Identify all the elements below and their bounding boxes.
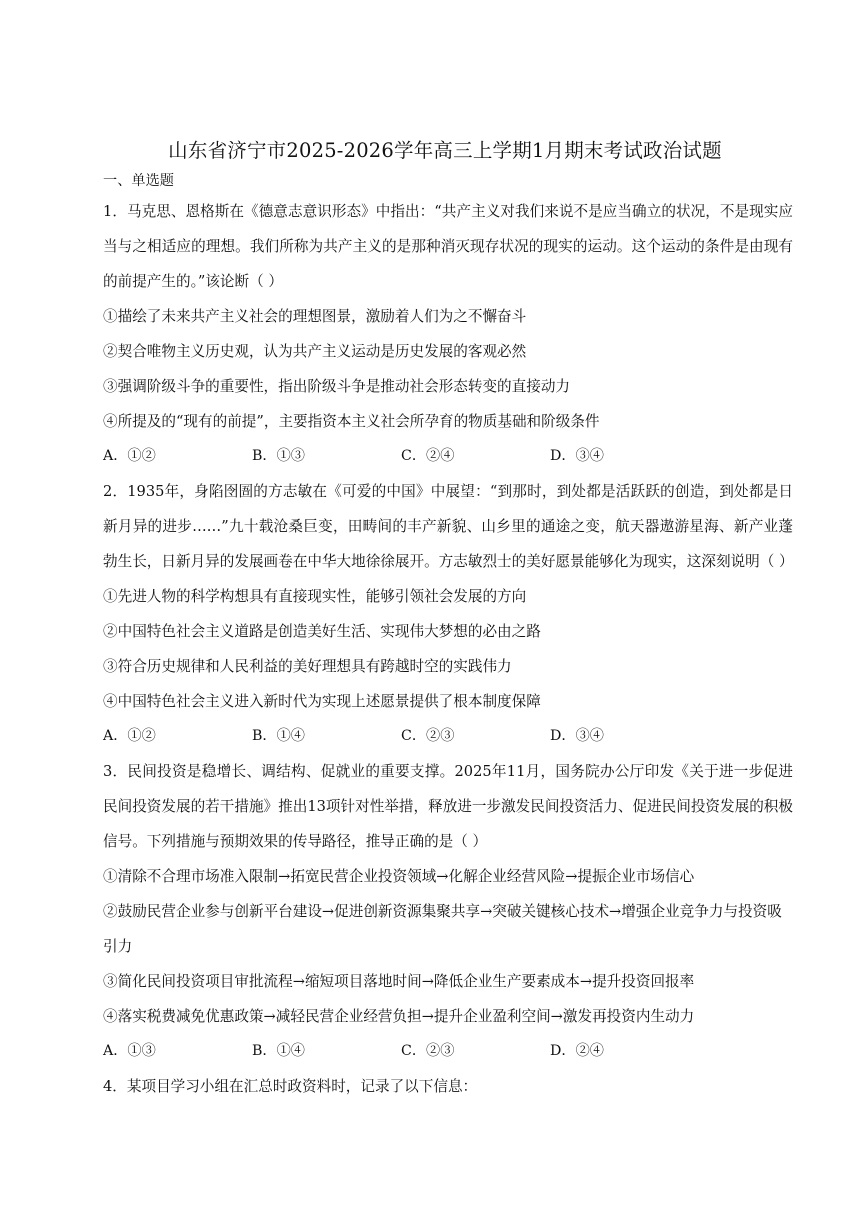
- choice-c: C．②③: [401, 1043, 455, 1059]
- statement-option: ②中国特色社会主义道路是创造美好生活、实现伟大梦想的必由之路: [103, 623, 541, 640]
- choice-c: C．②③: [401, 728, 455, 744]
- question-1: [103, 194, 793, 474]
- section-heading: 一、单选题: [103, 173, 174, 189]
- question-3: [103, 754, 793, 1069]
- choice-b: B．①④: [252, 1043, 305, 1059]
- question-stem: 4．某项目学习小组在汇总时政资料时，记录了以下信息：: [103, 1078, 478, 1095]
- choice-a: A．①③: [103, 1043, 156, 1059]
- page-title: 山东省济宁市2025-2026学年高三上学期1月期末考试政治试题: [168, 139, 722, 162]
- choice-d: D．②④: [550, 1043, 604, 1059]
- choice-d: D．③④: [550, 448, 604, 464]
- choice-d: D．③④: [550, 728, 604, 744]
- statement-option: ①描绘了未来共产主义社会的理想图景，激励着人们为之不懈奋斗: [103, 308, 527, 325]
- choice-c: C．②④: [401, 448, 455, 464]
- question-stem: 1．马克思、恩格斯在《德意志意识形态》中指出：“共产主义对我们来说不是应当确立的状况，不是现实应当与之相适应的理想。我们所称为共产主义的是那种消灭现存状况的现实的运动。这个运动的条件是由现有的前提产生的。”该论断（ ）: [103, 203, 793, 290]
- statement-option: ①清除不合理市场准入限制→拓宽民营企业投资领域→化解企业经营风险→提振企业市场信心: [103, 868, 695, 885]
- question-stem: 2．1935年，身陷囹圄的方志敏在《可爱的中国》中展望：“到那时，到处都是活跃跃的创造，到处都是日新月异的进步……”九十载沧桑巨变，田畴间的丰产新貌、山乡里的通途之变，航天器遨游星海、新产业蓬勃生长，日新月异的发展画卷在中华大地徐徐展开。方志敏烈士的美好愿景能够化为现实，这深刻说明（ ）: [103, 483, 794, 570]
- answer-choices: [103, 719, 793, 754]
- answer-choices: [103, 1034, 793, 1069]
- statement-option: ④中国特色社会主义进入新时代为实现上述愿景提供了根本制度保障: [103, 693, 541, 710]
- statement-option: ②契合唯物主义历史观，认为共产主义运动是历史发展的客观必然: [103, 343, 527, 360]
- choice-a: A．①②: [103, 728, 156, 744]
- question-2: [103, 474, 793, 754]
- statement-option: ③强调阶级斗争的重要性，指出阶级斗争是推动社会形态转变的直接动力: [103, 378, 571, 395]
- answer-choices: [103, 439, 793, 474]
- statement-option: ④落实税费减免优惠政策→减轻民营企业经营负担→提升企业盈利空间→激发再投资内生动力: [103, 1008, 695, 1025]
- statement-option: ③简化民间投资项目审批流程→缩短项目落地时间→降低企业生产要素成本→提升投资回报率: [103, 973, 695, 990]
- statement-option: ②鼓励民营企业参与创新平台建设→促进创新资源集聚共享→突破关键核心技术→增强企业竞争力与投资吸引力: [103, 903, 782, 955]
- statement-option: ③符合历史规律和人民利益的美好理想具有跨越时空的实践伟力: [103, 658, 512, 675]
- choice-a: A．①②: [103, 448, 156, 464]
- question-4: [103, 1069, 793, 1104]
- choice-b: B．①④: [252, 728, 305, 744]
- statement-option: ④所提及的“现有的前提”，主要指资本主义社会所孕育的物质基础和阶级条件: [103, 413, 600, 430]
- exam-content: [103, 134, 793, 1104]
- statement-option: ①先进人物的科学构想具有直接现实性，能够引领社会发展的方向: [103, 588, 527, 605]
- choice-b: B．①③: [252, 448, 305, 464]
- question-stem: 3．民间投资是稳增长、调结构、促就业的重要支撑。2025年11月，国务院办公厅印发《关于进一步促进民间投资发展的若干措施》推出13项针对性举措，释放进一步激发民间投资活力、促进民间投资发展的积极信号。下列措施与预期效果的传导路径，推导正确的是（ ）: [103, 763, 793, 850]
